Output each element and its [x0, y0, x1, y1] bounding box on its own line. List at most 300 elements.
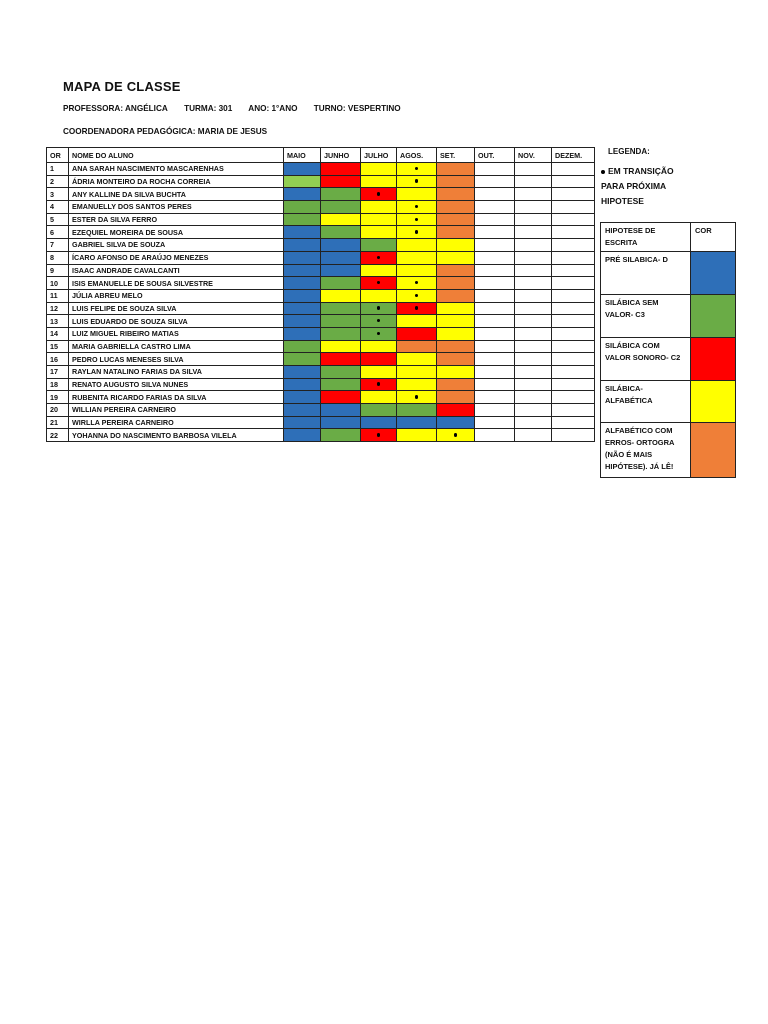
month-status-cell: [397, 340, 437, 353]
table-row: [47, 429, 595, 442]
row-number: 19: [47, 391, 69, 404]
column-header: NOME DO ALUNO: [69, 148, 284, 163]
month-status-cell: [361, 416, 397, 429]
month-status-cell: [361, 366, 397, 379]
month-status-cell: [437, 416, 475, 429]
month-status-cell: [475, 239, 515, 252]
column-header: OR: [47, 148, 69, 163]
month-status-cell: [321, 416, 361, 429]
month-status-cell: [552, 302, 595, 315]
legend-label: SILÁBICA SEM VALOR- C3: [601, 295, 691, 338]
month-status-cell: [361, 315, 397, 328]
month-status-cell: [321, 429, 361, 442]
month-status-cell: [515, 429, 552, 442]
month-status-cell: [437, 404, 475, 417]
month-status-cell: [552, 327, 595, 340]
month-status-cell: [515, 213, 552, 226]
column-header: AGOS.: [397, 148, 437, 163]
table-row: [47, 239, 595, 252]
legend-row: [601, 252, 736, 295]
transition-dot-icon: [377, 319, 380, 322]
month-status-cell: [321, 391, 361, 404]
table-row: [47, 327, 595, 340]
transition-dot-icon: [415, 306, 418, 309]
transition-dot-icon: [377, 382, 380, 385]
month-status-cell: [321, 277, 361, 290]
month-status-cell: [475, 289, 515, 302]
column-header: JUNHO: [321, 148, 361, 163]
month-status-cell: [284, 251, 321, 264]
legend-color-swatch: [691, 338, 736, 381]
class-label: TURMA: 301: [184, 104, 233, 113]
student-name: ÍCARO AFONSO DE ARAÚJO MENEZES: [69, 251, 284, 264]
note-line-3: HIPOTESE: [601, 196, 644, 206]
month-status-cell: [475, 302, 515, 315]
month-status-cell: [361, 175, 397, 188]
teacher-label: PROFESSORA: ANGÉLICA: [63, 104, 168, 113]
student-name: LUIZ MIGUEL RIBEIRO MATIAS: [69, 327, 284, 340]
month-status-cell: [475, 213, 515, 226]
row-number: 16: [47, 353, 69, 366]
month-status-cell: [284, 378, 321, 391]
month-status-cell: [397, 289, 437, 302]
table-header-row: [47, 148, 595, 163]
month-status-cell: [475, 163, 515, 176]
table-row: [47, 353, 595, 366]
month-status-cell: [397, 239, 437, 252]
month-status-cell: [284, 213, 321, 226]
month-status-cell: [397, 429, 437, 442]
month-status-cell: [552, 429, 595, 442]
student-name: WILLIAN PEREIRA CARNEIRO: [69, 404, 284, 417]
month-status-cell: [437, 226, 475, 239]
month-status-cell: [361, 239, 397, 252]
row-number: 13: [47, 315, 69, 328]
month-status-cell: [437, 302, 475, 315]
legend-transition-note: [601, 164, 741, 209]
year-label: ANO: 1°ANO: [248, 104, 298, 113]
note-line-2: PARA PRÓXIMA: [601, 181, 667, 191]
month-status-cell: [552, 289, 595, 302]
row-number: 7: [47, 239, 69, 252]
month-status-cell: [361, 429, 397, 442]
month-status-cell: [552, 201, 595, 214]
month-status-cell: [515, 315, 552, 328]
month-status-cell: [321, 404, 361, 417]
table-row: [47, 213, 595, 226]
month-status-cell: [515, 188, 552, 201]
month-status-cell: [437, 327, 475, 340]
month-status-cell: [475, 226, 515, 239]
row-number: 14: [47, 327, 69, 340]
student-name: MARIA GABRIELLA CASTRO LIMA: [69, 340, 284, 353]
student-name: EZEQUIEL MOREIRA DE SOUSA: [69, 226, 284, 239]
class-info: [63, 104, 415, 113]
month-status-cell: [437, 429, 475, 442]
student-name: GABRIEL SILVA DE SOUZA: [69, 239, 284, 252]
row-number: 17: [47, 366, 69, 379]
month-status-cell: [321, 213, 361, 226]
transition-dot-icon: [415, 179, 418, 182]
month-status-cell: [397, 213, 437, 226]
month-status-cell: [475, 201, 515, 214]
month-status-cell: [284, 175, 321, 188]
month-status-cell: [321, 340, 361, 353]
month-status-cell: [284, 404, 321, 417]
month-status-cell: [515, 404, 552, 417]
student-name: RAYLAN NATALINO FARIAS DA SILVA: [69, 366, 284, 379]
month-status-cell: [397, 201, 437, 214]
month-status-cell: [321, 251, 361, 264]
month-status-cell: [284, 163, 321, 176]
table-row: [47, 378, 595, 391]
table-row: [47, 315, 595, 328]
month-status-cell: [284, 264, 321, 277]
month-status-cell: [284, 327, 321, 340]
row-number: 22: [47, 429, 69, 442]
table-row: [47, 391, 595, 404]
month-status-cell: [515, 289, 552, 302]
month-status-cell: [284, 239, 321, 252]
month-status-cell: [515, 327, 552, 340]
legend-row: [601, 338, 736, 381]
month-status-cell: [321, 264, 361, 277]
transition-dot-icon: [377, 256, 380, 259]
row-number: 3: [47, 188, 69, 201]
month-status-cell: [437, 201, 475, 214]
month-status-cell: [475, 416, 515, 429]
month-status-cell: [475, 327, 515, 340]
legend-label: PRÉ SILABICA- D: [601, 252, 691, 295]
month-status-cell: [284, 289, 321, 302]
table-row: [47, 251, 595, 264]
student-name: LUIS EDUARDO DE SOUZA SILVA: [69, 315, 284, 328]
month-status-cell: [437, 277, 475, 290]
table-row: [47, 201, 595, 214]
month-status-cell: [552, 213, 595, 226]
row-number: 4: [47, 201, 69, 214]
month-status-cell: [552, 277, 595, 290]
month-status-cell: [321, 239, 361, 252]
month-status-cell: [284, 340, 321, 353]
month-status-cell: [284, 429, 321, 442]
month-status-cell: [552, 163, 595, 176]
month-status-cell: [321, 302, 361, 315]
bullet-icon: [601, 170, 605, 174]
student-name: ISIS EMANUELLE DE SOUSA SILVESTRE: [69, 277, 284, 290]
student-name: RENATO AUGUSTO SILVA NUNES: [69, 378, 284, 391]
month-status-cell: [437, 188, 475, 201]
legend-row: [601, 423, 736, 478]
month-status-cell: [515, 163, 552, 176]
month-status-cell: [475, 264, 515, 277]
column-header: JULHO: [361, 148, 397, 163]
month-status-cell: [361, 264, 397, 277]
month-status-cell: [284, 391, 321, 404]
month-status-cell: [321, 378, 361, 391]
table-row: [47, 416, 595, 429]
month-status-cell: [284, 277, 321, 290]
month-status-cell: [397, 353, 437, 366]
month-status-cell: [475, 175, 515, 188]
month-status-cell: [515, 175, 552, 188]
transition-dot-icon: [377, 332, 380, 335]
column-header: NOV.: [515, 148, 552, 163]
table-row: [47, 188, 595, 201]
table-row: [47, 302, 595, 315]
month-status-cell: [321, 226, 361, 239]
table-row: [47, 289, 595, 302]
month-status-cell: [475, 404, 515, 417]
month-status-cell: [515, 264, 552, 277]
transition-dot-icon: [415, 205, 418, 208]
month-status-cell: [397, 302, 437, 315]
month-status-cell: [397, 264, 437, 277]
month-status-cell: [552, 226, 595, 239]
month-status-cell: [437, 163, 475, 176]
month-status-cell: [437, 264, 475, 277]
month-status-cell: [515, 226, 552, 239]
student-name: ESTER DA SILVA FERRO: [69, 213, 284, 226]
month-status-cell: [397, 188, 437, 201]
row-number: 11: [47, 289, 69, 302]
month-status-cell: [284, 315, 321, 328]
transition-dot-icon: [415, 294, 418, 297]
month-status-cell: [321, 366, 361, 379]
coordinator-label: COORDENADORA PEDAGÓGICA: MARIA DE JESUS: [63, 127, 268, 136]
student-name: LUIS FELIPE DE SOUZA SILVA: [69, 302, 284, 315]
month-status-cell: [284, 226, 321, 239]
page-title: MAPA DE CLASSE: [63, 79, 181, 94]
month-status-cell: [361, 404, 397, 417]
row-number: 20: [47, 404, 69, 417]
month-status-cell: [397, 251, 437, 264]
month-status-cell: [437, 340, 475, 353]
note-line-1: EM TRANSIÇÃO: [608, 166, 674, 176]
month-status-cell: [361, 289, 397, 302]
month-status-cell: [284, 353, 321, 366]
month-status-cell: [515, 277, 552, 290]
month-status-cell: [437, 239, 475, 252]
month-status-cell: [552, 366, 595, 379]
month-status-cell: [475, 340, 515, 353]
row-number: 1: [47, 163, 69, 176]
legend-row: [601, 381, 736, 423]
month-status-cell: [515, 391, 552, 404]
table-row: [47, 175, 595, 188]
month-status-cell: [397, 404, 437, 417]
row-number: 21: [47, 416, 69, 429]
month-status-cell: [475, 391, 515, 404]
month-status-cell: [552, 404, 595, 417]
table-row: [47, 277, 595, 290]
month-status-cell: [437, 213, 475, 226]
month-status-cell: [552, 340, 595, 353]
row-number: 6: [47, 226, 69, 239]
month-status-cell: [397, 277, 437, 290]
row-number: 2: [47, 175, 69, 188]
legend-label: SILÁBICA-ALFABÉTICA: [601, 381, 691, 423]
month-status-cell: [475, 315, 515, 328]
month-status-cell: [284, 416, 321, 429]
month-status-cell: [552, 378, 595, 391]
month-status-cell: [552, 264, 595, 277]
month-status-cell: [552, 175, 595, 188]
table-row: [47, 163, 595, 176]
transition-dot-icon: [454, 433, 457, 436]
month-status-cell: [437, 289, 475, 302]
month-status-cell: [321, 327, 361, 340]
month-status-cell: [515, 366, 552, 379]
class-map-table: [46, 147, 595, 442]
month-status-cell: [552, 315, 595, 328]
month-status-cell: [437, 175, 475, 188]
column-header: DEZEM.: [552, 148, 595, 163]
month-status-cell: [475, 429, 515, 442]
row-number: 10: [47, 277, 69, 290]
legend-row: [601, 295, 736, 338]
student-name: RUBENITA RICARDO FARIAS DA SILVA: [69, 391, 284, 404]
row-number: 8: [47, 251, 69, 264]
month-status-cell: [397, 327, 437, 340]
month-status-cell: [397, 366, 437, 379]
transition-dot-icon: [415, 230, 418, 233]
month-status-cell: [515, 378, 552, 391]
month-status-cell: [361, 251, 397, 264]
student-name: EMANUELLY DOS SANTOS PERES: [69, 201, 284, 214]
month-status-cell: [361, 378, 397, 391]
table-row: [47, 264, 595, 277]
month-status-cell: [284, 366, 321, 379]
transition-dot-icon: [415, 218, 418, 221]
month-status-cell: [361, 302, 397, 315]
month-status-cell: [284, 201, 321, 214]
month-status-cell: [437, 378, 475, 391]
table-row: [47, 404, 595, 417]
month-status-cell: [515, 416, 552, 429]
month-status-cell: [361, 201, 397, 214]
month-status-cell: [437, 353, 475, 366]
month-status-cell: [361, 213, 397, 226]
month-status-cell: [475, 378, 515, 391]
row-number: 18: [47, 378, 69, 391]
month-status-cell: [321, 188, 361, 201]
month-status-cell: [361, 340, 397, 353]
month-status-cell: [321, 163, 361, 176]
column-header: MAIO: [284, 148, 321, 163]
month-status-cell: [437, 315, 475, 328]
month-status-cell: [552, 239, 595, 252]
shift-label: TURNO: VESPERTINO: [313, 104, 401, 113]
month-status-cell: [361, 226, 397, 239]
month-status-cell: [397, 315, 437, 328]
legend-label: SILÁBICA COM VALOR SONORO- C2: [601, 338, 691, 381]
month-status-cell: [552, 353, 595, 366]
month-status-cell: [321, 201, 361, 214]
row-number: 9: [47, 264, 69, 277]
month-status-cell: [397, 226, 437, 239]
table-row: [47, 340, 595, 353]
month-status-cell: [397, 378, 437, 391]
month-status-cell: [321, 353, 361, 366]
month-status-cell: [321, 175, 361, 188]
month-status-cell: [475, 277, 515, 290]
transition-dot-icon: [377, 433, 380, 436]
student-name: ANY KALLINE DA SILVA BUCHTA: [69, 188, 284, 201]
month-status-cell: [515, 340, 552, 353]
month-status-cell: [475, 353, 515, 366]
student-name: PEDRO LUCAS MENESES SILVA: [69, 353, 284, 366]
student-name: YOHANNA DO NASCIMENTO BARBOSA VILELA: [69, 429, 284, 442]
transition-dot-icon: [377, 281, 380, 284]
student-name: WIRLLA PEREIRA CARNEIRO: [69, 416, 284, 429]
month-status-cell: [552, 188, 595, 201]
student-name: JÚLIA ABREU MELO: [69, 289, 284, 302]
month-status-cell: [397, 175, 437, 188]
month-status-cell: [284, 302, 321, 315]
legend-title: LEGENDA:: [608, 147, 650, 156]
legend-color-swatch: [691, 295, 736, 338]
student-name: ANA SARAH NASCIMENTO MASCARENHAS: [69, 163, 284, 176]
column-header: SET.: [437, 148, 475, 163]
month-status-cell: [361, 163, 397, 176]
legend-color-swatch: [691, 252, 736, 295]
table-row: [47, 226, 595, 239]
row-number: 12: [47, 302, 69, 315]
legend-color-swatch: [691, 423, 736, 478]
student-name: ISAAC ANDRADE CAVALCANTI: [69, 264, 284, 277]
row-number: 15: [47, 340, 69, 353]
month-status-cell: [515, 251, 552, 264]
month-status-cell: [552, 416, 595, 429]
month-status-cell: [397, 416, 437, 429]
month-status-cell: [475, 188, 515, 201]
legend-table: [600, 222, 736, 478]
month-status-cell: [515, 353, 552, 366]
month-status-cell: [437, 251, 475, 264]
month-status-cell: [515, 239, 552, 252]
legend-label: ALFABÉTICO COM ERROS- ORTOGRA (NÃO É MAIS HIPÓTESE). JÁ LÊ!: [601, 423, 691, 478]
legend-col-cor: COR: [691, 223, 736, 252]
month-status-cell: [397, 391, 437, 404]
month-status-cell: [321, 315, 361, 328]
month-status-cell: [437, 366, 475, 379]
month-status-cell: [552, 391, 595, 404]
month-status-cell: [361, 391, 397, 404]
column-header: OUT.: [475, 148, 515, 163]
month-status-cell: [361, 188, 397, 201]
table-row: [47, 366, 595, 379]
month-status-cell: [284, 188, 321, 201]
row-number: 5: [47, 213, 69, 226]
month-status-cell: [515, 201, 552, 214]
transition-dot-icon: [415, 395, 418, 398]
month-status-cell: [437, 391, 475, 404]
month-status-cell: [361, 353, 397, 366]
month-status-cell: [515, 302, 552, 315]
month-status-cell: [552, 251, 595, 264]
month-status-cell: [361, 327, 397, 340]
month-status-cell: [475, 366, 515, 379]
transition-dot-icon: [415, 167, 418, 170]
month-status-cell: [321, 289, 361, 302]
month-status-cell: [397, 163, 437, 176]
transition-dot-icon: [377, 192, 380, 195]
month-status-cell: [475, 251, 515, 264]
month-status-cell: [361, 277, 397, 290]
transition-dot-icon: [377, 306, 380, 309]
legend-color-swatch: [691, 381, 736, 423]
